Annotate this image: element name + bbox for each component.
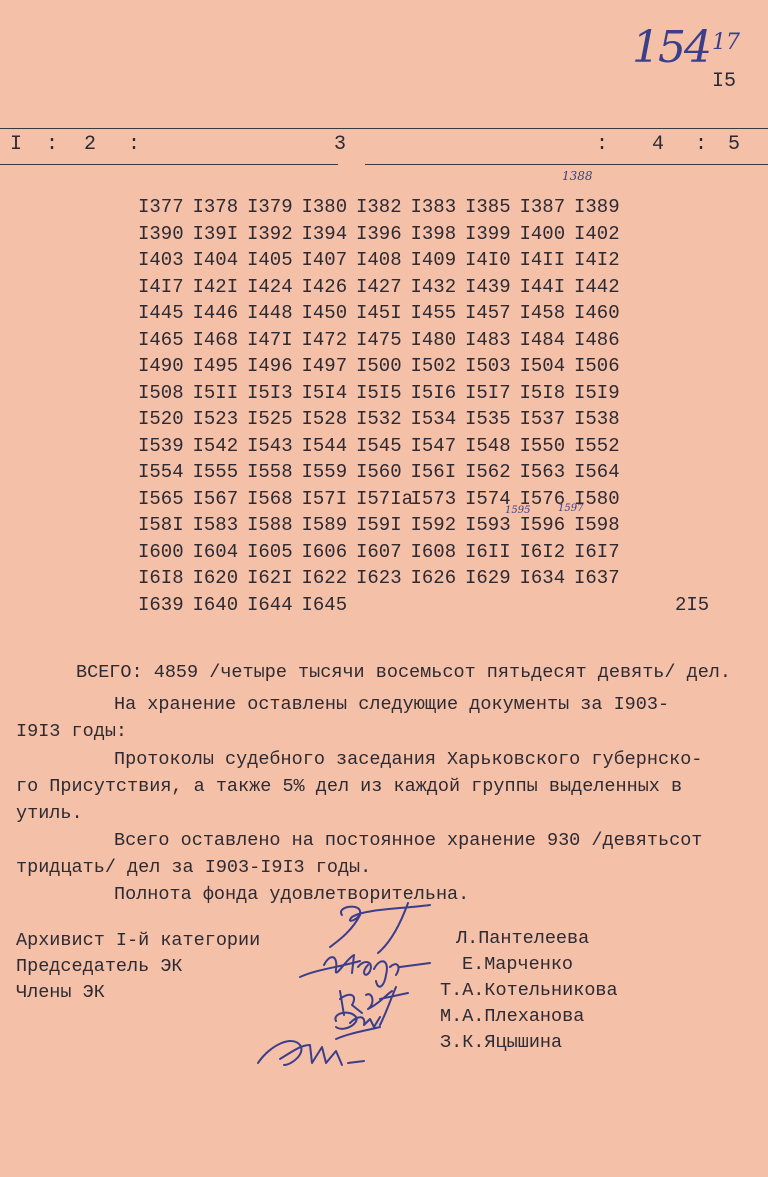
case-number: I458 xyxy=(519,302,566,324)
column-2-header: 2 xyxy=(84,133,97,156)
case-number: I639 xyxy=(138,593,184,616)
paragraph-line: Протоколы судебного заседания Харьковского губернско- xyxy=(114,749,703,770)
case-number: I377 xyxy=(138,196,184,218)
case-number: I496 xyxy=(247,355,293,377)
case-number: I645 xyxy=(301,593,348,616)
case-number: I552 xyxy=(574,434,620,457)
case-number: I607 xyxy=(356,540,402,563)
case-number: I5I9 xyxy=(574,381,620,404)
case-number: I5I5 xyxy=(356,381,402,404)
case-number: I403 xyxy=(138,249,184,271)
handwritten-correction: 1388 xyxy=(562,169,593,183)
case-number: I490 xyxy=(138,355,184,377)
case-number: I442 xyxy=(574,275,620,298)
case-number: I560 xyxy=(356,461,402,483)
case-number: I520 xyxy=(138,408,184,430)
case-number: I6II xyxy=(465,540,511,563)
case-number: I484 xyxy=(519,328,566,351)
case-number: I387 xyxy=(519,196,566,218)
case-number: I640 xyxy=(192,593,239,616)
signature-panteleeva xyxy=(330,903,430,953)
case-number: I497 xyxy=(301,355,348,377)
case-number: I385 xyxy=(465,196,511,218)
column-separator: : xyxy=(46,133,59,156)
case-number: I623 xyxy=(356,567,402,589)
case-number: I542 xyxy=(192,434,239,457)
member-name: Т.А.Котельникова xyxy=(440,980,618,1001)
case-number: I588 xyxy=(247,514,293,536)
header-top-rule xyxy=(0,128,768,129)
case-number: I573 xyxy=(410,487,457,510)
case-number: I398 xyxy=(410,222,457,245)
case-number: I4I0 xyxy=(465,249,511,271)
case-number: I508 xyxy=(138,381,184,404)
case-number: I567 xyxy=(192,487,239,510)
case-number: I6I8 xyxy=(138,567,184,589)
case-number: I528 xyxy=(301,408,348,430)
case-number: I537 xyxy=(519,408,566,430)
page-number: I5 xyxy=(712,70,737,93)
case-number: I626 xyxy=(410,567,457,589)
case-number: I644 xyxy=(247,593,293,616)
signature-kotelnikova xyxy=(340,987,408,1025)
case-number: I4I2 xyxy=(574,249,620,271)
archive-number-handwritten: 154 xyxy=(632,22,710,73)
case-number: I455 xyxy=(410,302,457,324)
case-number: I596 xyxy=(519,514,566,536)
case-number: I564 xyxy=(574,461,620,483)
member-name: М.А.Плеханова xyxy=(440,1006,585,1027)
case-number: I634 xyxy=(519,567,566,589)
case-number: I525 xyxy=(247,408,293,430)
case-number: I605 xyxy=(247,540,293,563)
handwritten-correction: 1595 xyxy=(505,505,531,516)
case-number: I568 xyxy=(247,487,293,510)
case-number: I604 xyxy=(192,540,239,563)
case-number: I5II xyxy=(192,381,239,404)
case-number: I396 xyxy=(356,222,402,245)
case-number: I547 xyxy=(410,434,457,457)
case-number: I5I8 xyxy=(519,381,566,404)
case-number: I589 xyxy=(301,514,348,536)
case-number: I42I xyxy=(192,275,239,298)
case-number: I562 xyxy=(465,461,511,483)
case-number: I559 xyxy=(301,461,348,483)
case-number: I427 xyxy=(356,275,402,298)
archivist-title: Архивист I-й категории xyxy=(16,930,261,951)
case-number: I39I xyxy=(192,222,239,245)
case-number: I450 xyxy=(301,302,348,324)
case-number: I445 xyxy=(138,302,184,324)
case-number: I486 xyxy=(574,328,620,351)
case-number: I598 xyxy=(574,514,620,536)
case-number: I622 xyxy=(301,567,348,589)
case-number: I5I7 xyxy=(465,381,511,404)
case-number: I6I7 xyxy=(574,540,620,563)
case-number: I480 xyxy=(410,328,457,351)
case-number-row xyxy=(138,541,629,568)
handwritten-signatures xyxy=(240,895,460,1085)
case-number-row xyxy=(138,223,629,250)
case-number: I554 xyxy=(138,461,184,483)
case-number: I409 xyxy=(410,249,457,271)
case-number: I558 xyxy=(247,461,293,483)
case-number-list xyxy=(138,196,629,620)
case-number: I495 xyxy=(192,355,239,377)
case-number: I538 xyxy=(574,408,620,430)
case-number: I548 xyxy=(465,434,511,457)
member-name: З.К.Яцышина xyxy=(440,1032,563,1053)
signature-yatsyshina xyxy=(258,1041,364,1065)
case-number: I608 xyxy=(410,540,457,563)
case-number: I426 xyxy=(301,275,348,298)
column-separator: : xyxy=(596,133,609,156)
case-number: I606 xyxy=(301,540,348,563)
paragraph-line: Полнота фонда удовлетворительна. xyxy=(114,884,470,905)
case-number: I576 xyxy=(519,487,566,510)
case-number: I600 xyxy=(138,540,184,563)
column-5-header: 5 xyxy=(728,133,741,156)
case-number-row xyxy=(138,461,629,488)
column-separator: : xyxy=(128,133,141,156)
case-number: I408 xyxy=(356,249,402,271)
subtotal-count: 2I5 xyxy=(675,594,710,616)
case-number: I620 xyxy=(192,567,239,589)
case-number-row xyxy=(138,488,629,515)
table-column-header xyxy=(0,133,768,159)
paragraph-line: тридцать/ дел за I903-I9I3 годы. xyxy=(16,857,372,878)
case-number: I4II xyxy=(519,249,566,271)
case-number: I629 xyxy=(465,567,511,589)
case-number: I379 xyxy=(247,196,293,218)
case-number-row xyxy=(138,329,629,356)
paragraph-line: утиль. xyxy=(16,803,83,824)
case-number-row xyxy=(138,196,629,223)
case-number: I504 xyxy=(519,355,566,377)
case-number: I543 xyxy=(247,434,293,457)
case-number: I57I xyxy=(301,487,348,510)
case-number-row xyxy=(138,408,629,435)
case-number-row xyxy=(138,435,629,462)
case-number: I465 xyxy=(138,328,184,351)
case-number: I637 xyxy=(574,567,620,589)
case-number: I457 xyxy=(465,302,511,324)
case-number: I539 xyxy=(138,434,184,457)
case-number: I389 xyxy=(574,196,620,218)
case-number: I439 xyxy=(465,275,511,298)
case-number: I382 xyxy=(356,196,402,218)
signature-marchenko xyxy=(300,955,430,987)
case-number: I57Ia xyxy=(356,487,414,510)
case-number: I500 xyxy=(356,355,402,377)
case-number: I5I4 xyxy=(301,381,348,404)
case-number: I4I7 xyxy=(138,275,184,298)
case-number: I56I xyxy=(410,461,457,483)
handwritten-correction: 1597 xyxy=(558,503,584,514)
case-number: I58I xyxy=(138,514,184,536)
chairman-title: Председатель ЭК xyxy=(16,956,183,977)
case-number: I399 xyxy=(465,222,511,245)
case-number: I448 xyxy=(247,302,293,324)
case-number: I400 xyxy=(519,222,566,245)
case-number: I534 xyxy=(410,408,457,430)
column-4-header: 4 xyxy=(652,133,665,156)
header-bottom-rule-right xyxy=(365,164,768,165)
paragraph-line: Всего оставлено на постоянное хранение 930 /девятьсот xyxy=(114,830,703,851)
case-number: I392 xyxy=(247,222,293,245)
case-number: I390 xyxy=(138,222,184,245)
case-number: I583 xyxy=(192,514,239,536)
case-number: I5I6 xyxy=(410,381,457,404)
case-number: I506 xyxy=(574,355,620,377)
case-number: I580 xyxy=(574,487,620,510)
case-number: I472 xyxy=(301,328,348,351)
case-number-row xyxy=(138,382,629,409)
archivist-name: Л.Пантелеева xyxy=(456,928,590,949)
paragraph-line: На хранение оставлены следующие документы за I903- xyxy=(114,694,670,715)
case-number: I523 xyxy=(192,408,239,430)
case-number: I383 xyxy=(410,196,457,218)
case-number: I47I xyxy=(247,328,293,351)
case-number-row xyxy=(138,514,629,541)
case-number: I545 xyxy=(356,434,402,457)
case-number: I407 xyxy=(301,249,348,271)
column-3-header: 3 xyxy=(334,133,347,156)
paragraph-line: I9I3 годы: xyxy=(16,721,128,742)
case-number-row xyxy=(138,276,629,303)
total-line: ВСЕГО: 4859 /четыре тысячи восемьсот пятьдесят девять/ дел. xyxy=(76,662,732,683)
column-separator: : xyxy=(695,133,708,156)
case-number: I503 xyxy=(465,355,511,377)
case-number: I432 xyxy=(410,275,457,298)
case-number: I563 xyxy=(519,461,566,483)
case-number-row xyxy=(138,302,629,329)
case-number: I424 xyxy=(247,275,293,298)
case-number: I45I xyxy=(356,302,402,324)
case-number: I565 xyxy=(138,487,184,510)
chairman-name: Е.Марченко xyxy=(462,954,574,975)
case-number: I59I xyxy=(356,514,402,536)
case-number: I593 xyxy=(465,514,511,536)
case-number: I475 xyxy=(356,328,402,351)
header-bottom-rule-left xyxy=(0,164,338,165)
case-number: I550 xyxy=(519,434,566,457)
case-number: I62I xyxy=(247,567,293,589)
case-number: I402 xyxy=(574,222,620,245)
case-number: I502 xyxy=(410,355,457,377)
case-number: I446 xyxy=(192,302,239,324)
signature-plekhanova xyxy=(335,1013,380,1039)
case-number: I6I2 xyxy=(519,540,566,563)
case-number-row xyxy=(138,355,629,382)
case-number: I460 xyxy=(574,302,620,324)
case-number-row xyxy=(138,594,629,621)
case-number: I404 xyxy=(192,249,239,271)
case-number: I483 xyxy=(465,328,511,351)
case-number: I574 xyxy=(465,487,511,510)
case-number: I394 xyxy=(301,222,348,245)
case-number: I378 xyxy=(192,196,239,218)
members-title: Члены ЭК xyxy=(16,982,105,1003)
case-number: I555 xyxy=(192,461,239,483)
case-number: I405 xyxy=(247,249,293,271)
case-number: I535 xyxy=(465,408,511,430)
case-number: I544 xyxy=(301,434,348,457)
case-number-row xyxy=(138,567,629,594)
sheet-number-handwritten: 17 xyxy=(712,30,740,55)
case-number: I380 xyxy=(301,196,348,218)
case-number: I5I3 xyxy=(247,381,293,404)
column-1-header: I xyxy=(10,133,23,156)
case-number-row xyxy=(138,249,629,276)
case-number: I468 xyxy=(192,328,239,351)
case-number: I44I xyxy=(519,275,566,298)
case-number: I592 xyxy=(410,514,457,536)
case-number: I532 xyxy=(356,408,402,430)
paragraph-line: го Присутствия, а также 5% дел из каждой группы выделенных в xyxy=(16,776,683,797)
